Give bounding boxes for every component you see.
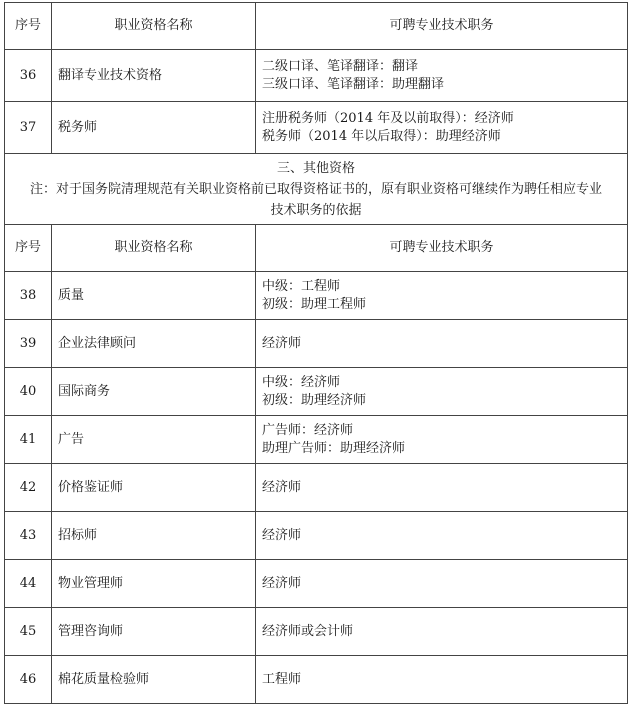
row-seq: 37 <box>5 102 52 154</box>
row-positions <box>256 512 628 560</box>
table-header-row <box>5 3 628 50</box>
position-line: 三级口译、笔译翻译：助理翻译 <box>262 76 445 92</box>
position-line: 经济师 <box>262 527 302 543</box>
table-row <box>5 50 628 102</box>
position-line: 中级：经济师 <box>262 374 341 390</box>
row-qualification: 管理咨询师 <box>52 608 256 656</box>
row-positions <box>256 656 628 704</box>
table-header-row <box>5 225 628 272</box>
row-seq: 44 <box>5 560 52 608</box>
row-positions <box>256 320 628 368</box>
row-seq: 40 <box>5 368 52 416</box>
position-line: 经济师 <box>262 479 302 495</box>
table-row <box>5 512 628 560</box>
row-positions <box>256 50 628 102</box>
position-line: 初级：助理经济师 <box>262 392 367 408</box>
row-seq: 42 <box>5 464 52 512</box>
row-seq: 38 <box>5 272 52 320</box>
row-qualification: 物业管理师 <box>52 560 256 608</box>
row-qualification: 企业法律顾问 <box>52 320 256 368</box>
row-qualification: 价格鉴证师 <box>52 464 256 512</box>
header-position: 可聘专业技术职务 <box>256 3 628 50</box>
header-qualification: 职业资格名称 <box>52 3 256 50</box>
row-qualification: 招标师 <box>52 512 256 560</box>
qualification-table <box>4 2 628 704</box>
position-line: 中级：工程师 <box>262 278 341 294</box>
table-row <box>5 416 628 464</box>
table-row <box>5 560 628 608</box>
position-line: 工程师 <box>262 671 302 687</box>
section-cell <box>5 154 628 225</box>
row-positions <box>256 272 628 320</box>
row-qualification: 税务师 <box>52 102 256 154</box>
section-row <box>5 154 628 225</box>
header-seq: 序号 <box>5 3 52 50</box>
qualification-table-container <box>4 2 627 704</box>
table-row <box>5 102 628 154</box>
table-row <box>5 272 628 320</box>
table-row <box>5 464 628 512</box>
position-line: 注册税务师（2014 年及以前取得）：经济师 <box>262 110 514 126</box>
row-qualification: 翻译专业技术资格 <box>52 50 256 102</box>
header-seq: 序号 <box>5 225 52 272</box>
row-qualification: 国际商务 <box>52 368 256 416</box>
row-qualification: 棉花质量检验师 <box>52 656 256 704</box>
table-row <box>5 608 628 656</box>
row-qualification: 广告 <box>52 416 256 464</box>
row-seq: 46 <box>5 656 52 704</box>
section-note-line1: 注：对于国务院清理规范有关职业资格前已取得资格证书的，原有职业资格可继续作为聘任相应专业 <box>29 181 602 197</box>
section-note-line2: 技术职务的依据 <box>270 202 362 218</box>
position-line: 初级：助理工程师 <box>262 296 367 312</box>
row-positions <box>256 608 628 656</box>
position-line: 广告师：经济师 <box>262 422 354 438</box>
table-row <box>5 656 628 704</box>
position-line: 助理广告师：助理经济师 <box>262 440 406 456</box>
row-positions <box>256 464 628 512</box>
row-positions <box>256 368 628 416</box>
row-positions <box>256 560 628 608</box>
position-line: 经济师或会计师 <box>262 623 354 639</box>
row-positions <box>256 416 628 464</box>
row-seq: 41 <box>5 416 52 464</box>
position-line: 经济师 <box>262 335 302 351</box>
header-position: 可聘专业技术职务 <box>256 225 628 272</box>
row-seq: 36 <box>5 50 52 102</box>
position-line: 税务师（2014 年以后取得）：助理经济师 <box>262 128 501 144</box>
header-qualification: 职业资格名称 <box>52 225 256 272</box>
table-row <box>5 368 628 416</box>
row-seq: 45 <box>5 608 52 656</box>
row-seq: 39 <box>5 320 52 368</box>
position-line: 经济师 <box>262 575 302 591</box>
table-row <box>5 320 628 368</box>
section-title: 三、其他资格 <box>276 160 355 176</box>
row-qualification: 质量 <box>52 272 256 320</box>
position-line: 二级口译、笔译翻译：翻译 <box>262 58 419 74</box>
row-seq: 43 <box>5 512 52 560</box>
row-positions <box>256 102 628 154</box>
